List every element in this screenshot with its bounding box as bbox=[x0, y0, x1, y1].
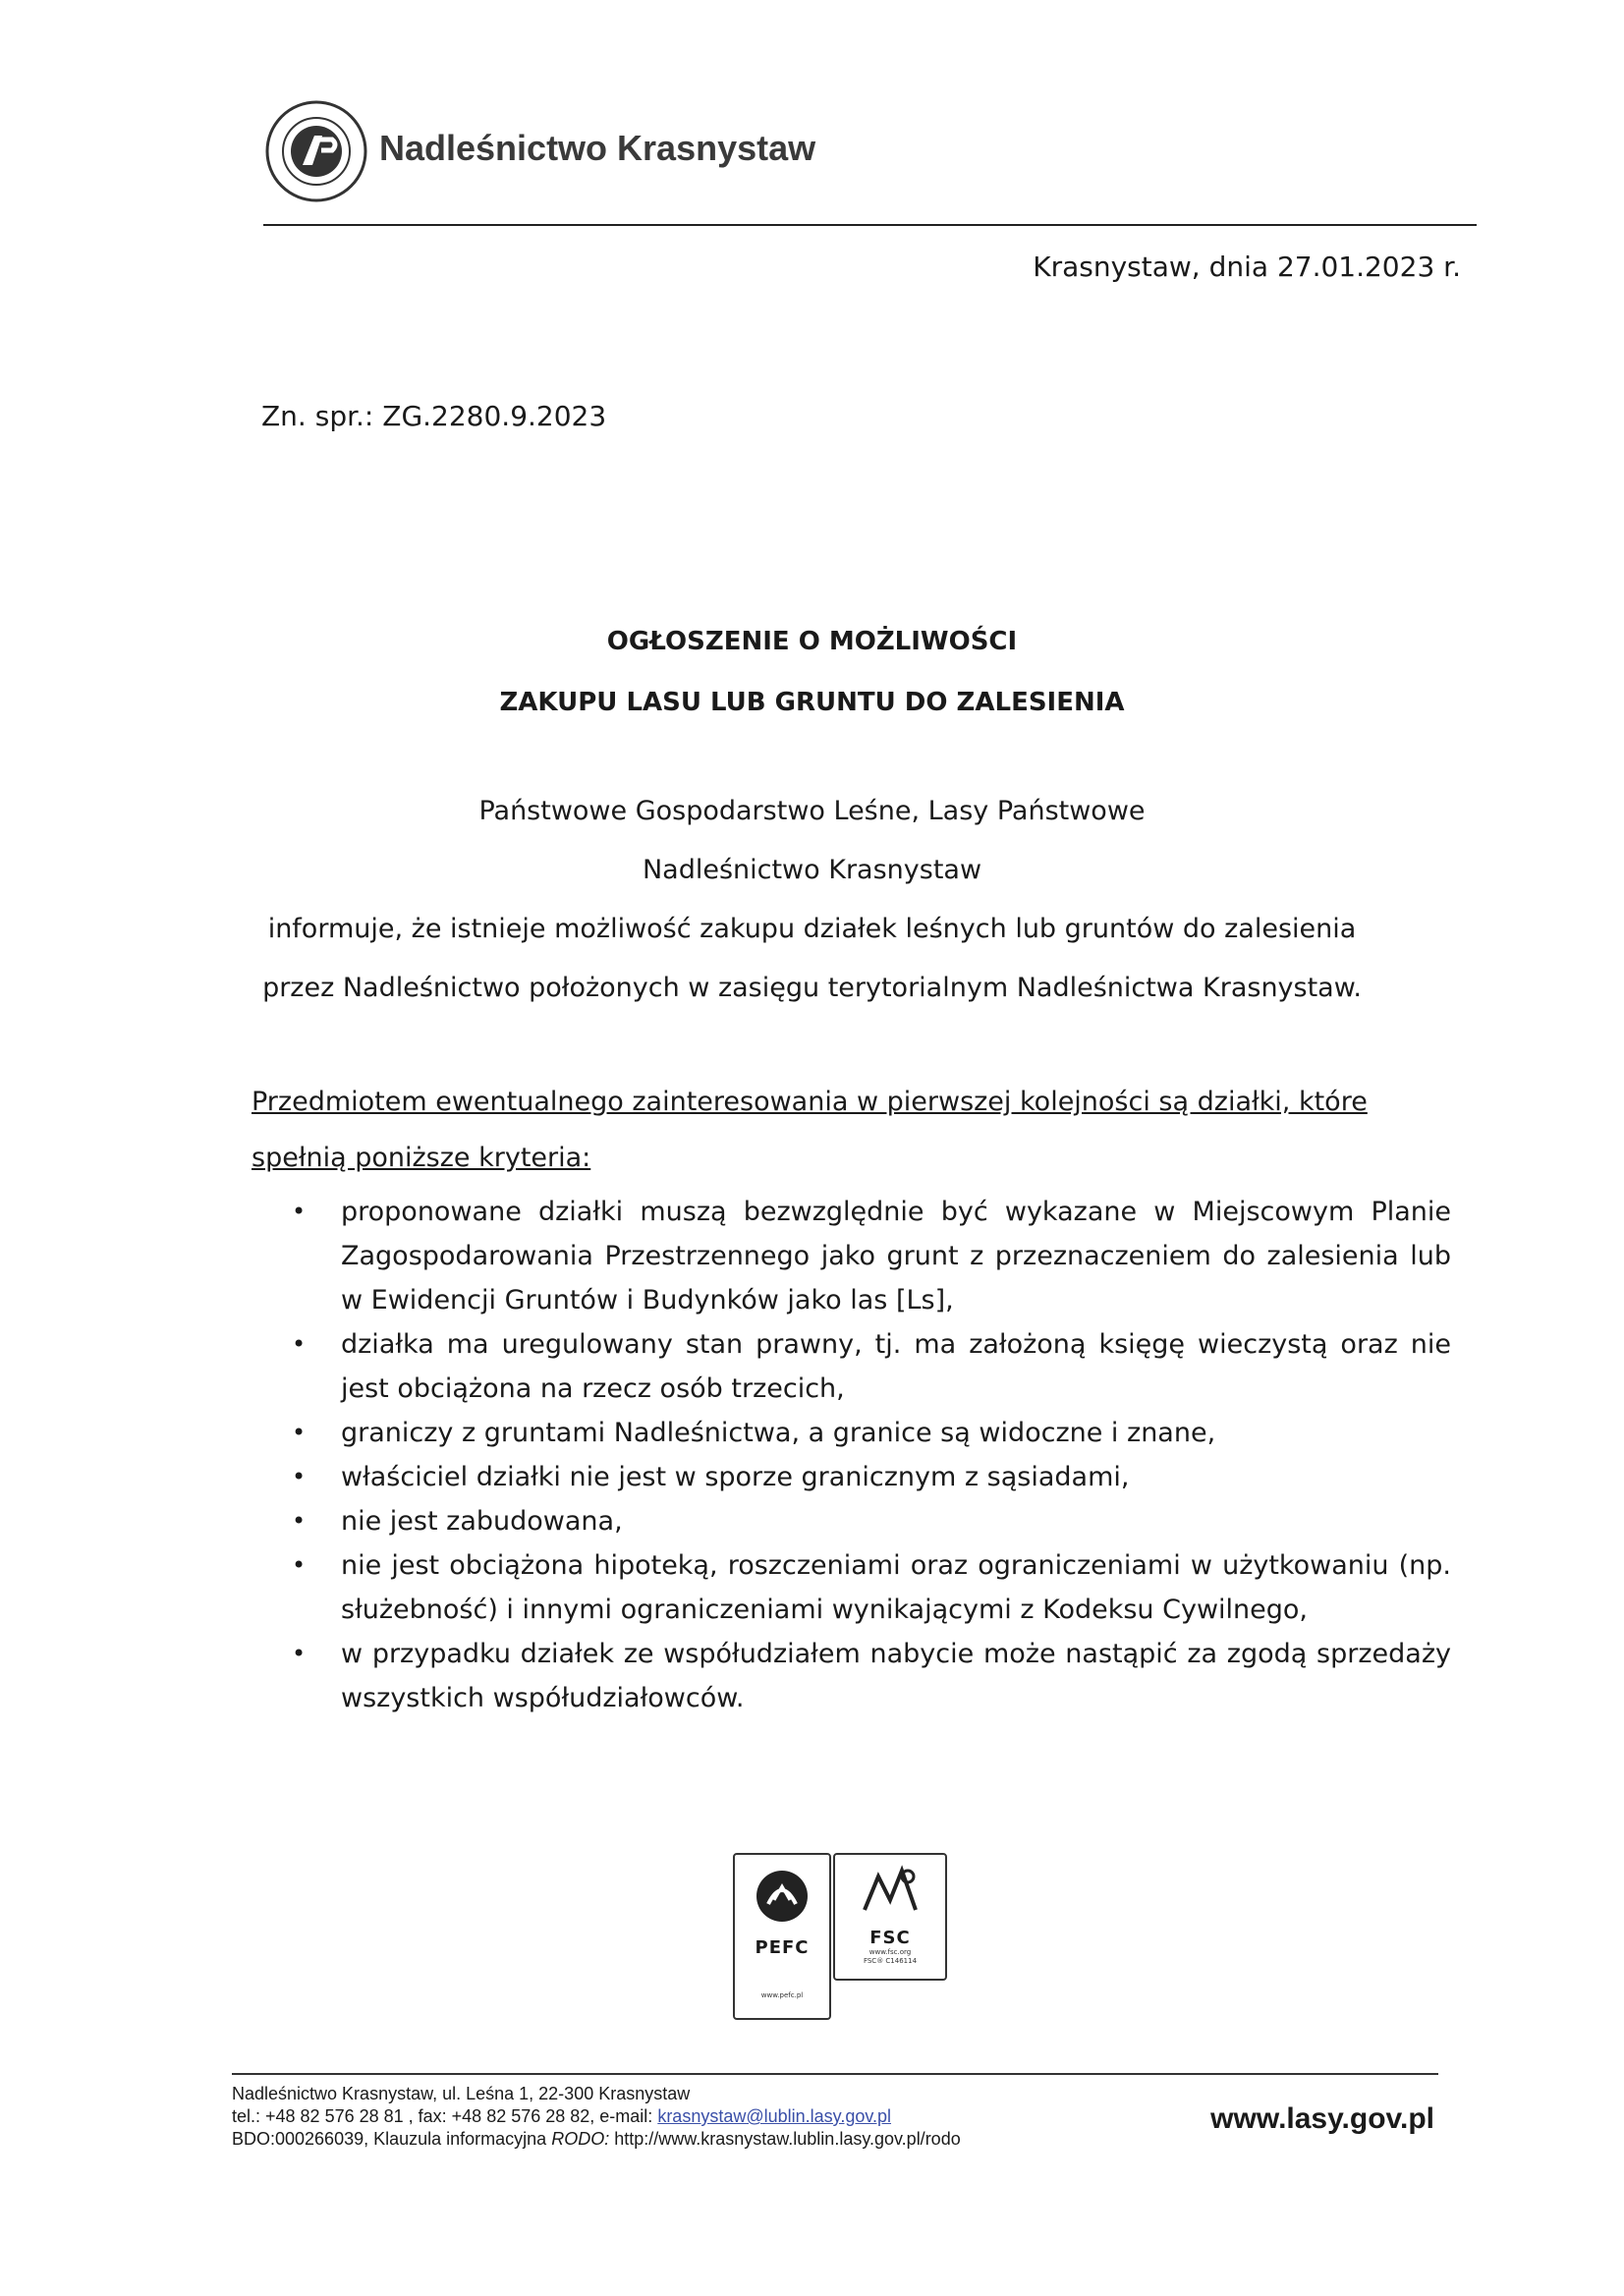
intro-line-3: informuje, że istnieje możliwość zakupu działek leśnych lub gruntów do zalesienia bbox=[267, 914, 1357, 944]
pefc-certification-logo bbox=[733, 1853, 831, 2020]
criteria-item: • proponowane działki muszą bezwzględnie być wykazane w Miejscowym Planie Zagospodarowania Przestrzennego jako grunt z przeznaczeniem do zalesienia lub w Ewidencji Gruntów i Budynków jako las [Ls], bbox=[292, 1190, 1451, 1322]
pefc-tree-icon bbox=[735, 1855, 829, 1933]
criteria-item: • graniczy z gruntami Nadleśnictwa, a granice są widoczne i znane, bbox=[292, 1411, 1451, 1455]
document-title-line-2: ZAKUPU LASU LUB GRUNTU DO ZALESIENIA bbox=[499, 688, 1125, 717]
document-date: Krasnystaw, dnia 27.01.2023 r. bbox=[1033, 251, 1461, 283]
header-divider bbox=[263, 224, 1477, 226]
fsc-certification-logo bbox=[833, 1853, 947, 1981]
criteria-item: • właściciel działki nie jest w sporze granicznym z sąsiadami, bbox=[292, 1455, 1451, 1499]
fsc-label: FSC bbox=[869, 1928, 911, 1948]
case-reference: Zn. spr.: ZG.2280.9.2023 bbox=[261, 400, 607, 432]
footer-phone-fax: tel.: +48 82 576 28 81 , fax: +48 82 576 28 82, e-mail: bbox=[232, 2106, 658, 2126]
criteria-item: • w przypadku działek ze współudziałem nabycie może nastąpić za zgodą sprzedaży wszystkich współudziałowców. bbox=[292, 1632, 1451, 1720]
lasy-panstwowe-logo bbox=[263, 98, 369, 204]
pefc-label: PEFC bbox=[755, 1937, 810, 1958]
fsc-license-code: FSC® C146114 bbox=[863, 1957, 918, 1965]
criteria-item: • działka ma uregulowany stan prawny, tj. ma założoną księgę wieczystą oraz nie jest obciążona na rzecz osób trzecich, bbox=[292, 1322, 1451, 1411]
organization-name: Nadleśnictwo Krasnystaw bbox=[379, 128, 816, 168]
footer-divider bbox=[232, 2073, 1438, 2075]
intro-line-1: Państwowe Gospodarstwo Leśne, Lasy Państwowe bbox=[478, 796, 1146, 826]
intro-line-4: przez Nadleśnictwo położonych w zasięgu terytorialnym Nadleśnictwa Krasnystaw. bbox=[262, 973, 1362, 1003]
footer-address: Nadleśnictwo Krasnystaw, ul. Leśna 1, 22-300 Krasnystaw bbox=[232, 2084, 691, 2103]
footer-bdo: BDO:000266039, Klauzula informacyjna bbox=[232, 2129, 552, 2149]
footer-rodo-url[interactable]: http://www.krasnystaw.lublin.lasy.gov.pl/rodo bbox=[609, 2129, 961, 2149]
footer-rodo-line bbox=[232, 2128, 961, 2151]
footer-website[interactable]: www.lasy.gov.pl bbox=[1210, 2102, 1434, 2135]
criteria-list bbox=[292, 1190, 1451, 1720]
criteria-heading: Przedmiotem ewentualnego zainteresowania w pierwszej kolejności są działki, które spełnią poniższe kryteria: bbox=[252, 1087, 1368, 1173]
pefc-website: www.pefc.pl bbox=[760, 1991, 804, 1999]
document-title-line-1: OGŁOSZENIE O MOŻLIWOŚCI bbox=[606, 627, 1018, 656]
criteria-item: • nie jest zabudowana, bbox=[292, 1499, 1451, 1543]
footer-rodo-label: RODO: bbox=[551, 2129, 610, 2149]
footer-email-link[interactable]: krasnystaw@lublin.lasy.gov.pl bbox=[657, 2106, 892, 2126]
footer-phone-line bbox=[232, 2105, 961, 2128]
intro-line-2: Nadleśnictwo Krasnystaw bbox=[642, 855, 982, 885]
fsc-website: www.fsc.org bbox=[868, 1948, 912, 1956]
fsc-tree-icon bbox=[835, 1855, 945, 1924]
footer-contact bbox=[232, 2083, 961, 2151]
criteria-item: • nie jest obciążona hipoteką, roszczeniami oraz ograniczeniami w użytkowaniu (np. służebność) i innymi ograniczeniami wynikającymi z Kodeksu Cywilnego, bbox=[292, 1543, 1451, 1632]
